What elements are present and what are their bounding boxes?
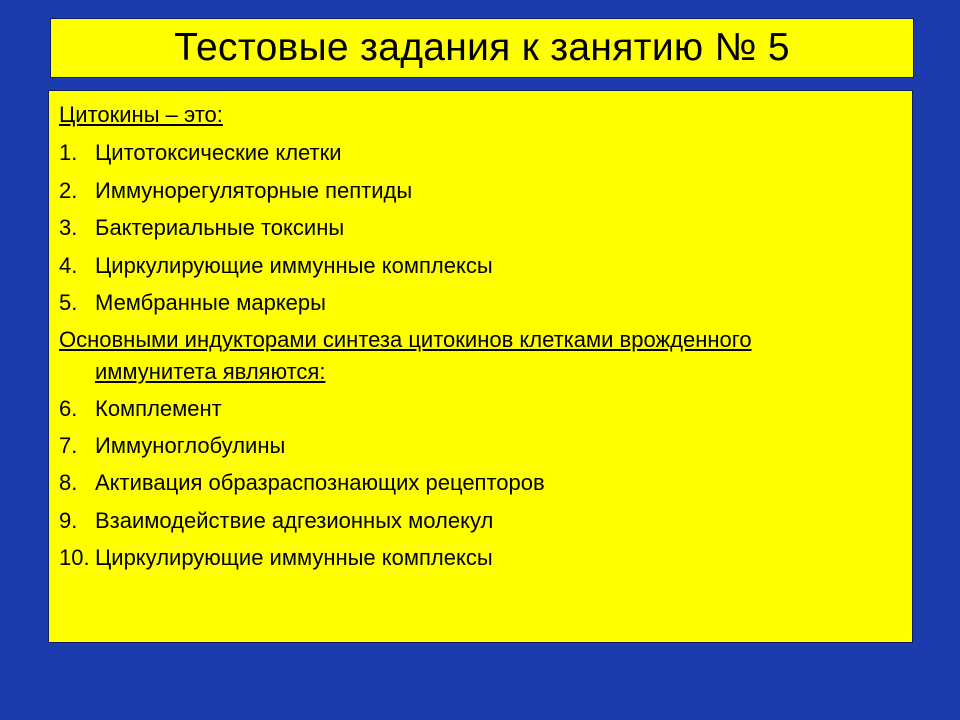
option-text: Иммуноглобулины [95,433,286,458]
option-4 [59,253,493,279]
option-number: 10. [59,545,90,570]
option-number: 3. [59,215,78,240]
option-2 [59,178,412,204]
option-7 [59,433,285,459]
option-number: 1. [59,140,78,165]
option-5 [59,290,326,316]
question-1: Цитокины – это: [59,102,223,127]
option-text: Комплемент [95,396,222,421]
option-text: Иммунорегуляторные пептиды [95,178,413,203]
option-number: 9. [59,508,78,533]
option-text: Взаимодействие адгезионных молекул [95,508,494,533]
slide-title: Тестовые задания к занятию № 5 [174,26,790,69]
option-10 [59,545,493,571]
option-text: Бактериальные токсины [95,215,345,240]
slide-content-box [48,90,913,643]
option-number: 8. [59,470,78,495]
option-3 [59,215,344,241]
option-number: 4. [59,253,78,278]
option-text: Активация образраспознающих рецепторов [95,470,545,495]
option-1 [59,140,342,166]
option-6 [59,396,222,422]
option-text: Циркулирующие иммунные комплексы [95,545,493,570]
slide-title-box [50,18,914,78]
option-text: Циркулирующие иммунные комплексы [95,253,493,278]
option-number: 5. [59,290,78,315]
option-text: Мембранные маркеры [95,290,326,315]
option-text: Цитотоксические клетки [95,140,342,165]
option-number: 2. [59,178,78,203]
option-number: 6. [59,396,78,421]
option-8 [59,470,545,496]
question-2-line-1: Основными индукторами синтеза цитокинов клетками врожденного [59,327,752,352]
question-2-line-2: иммунитета являются: [95,359,326,384]
option-number: 7. [59,433,78,458]
option-9 [59,508,493,534]
